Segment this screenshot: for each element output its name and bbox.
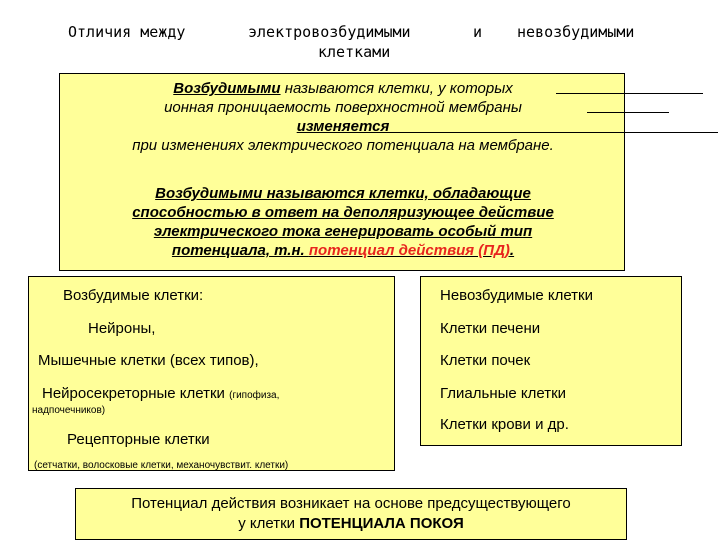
resting-potential-term: ПОТЕНЦИАЛА ПОКОЯ <box>299 515 464 532</box>
action-potential-highlight: потенциал действия (ПД) <box>308 242 510 259</box>
definition2-line4 <box>60 241 626 260</box>
nonexcitable-cells-box <box>420 276 682 446</box>
definition1-line3 <box>60 117 626 136</box>
definition1-line1 <box>60 79 626 98</box>
excitable-item: Рецепторные клетки <box>67 431 210 448</box>
definition1-line2: ионная проницаемость поверхностной мембраны <box>164 99 522 116</box>
nonexcitable-item: Глиальные клетки <box>440 385 567 402</box>
definition1-line4: при изменениях электрического потенциала на мембране. <box>132 137 554 154</box>
excitable-header: Возбудимые клетки: <box>63 287 204 304</box>
conclusion-line2 <box>76 514 626 534</box>
conclusion-box <box>75 488 627 540</box>
definition2-line4-suffix: . <box>509 242 515 259</box>
definitions-box <box>59 73 625 271</box>
definition2-line3 <box>60 222 626 241</box>
conclusion-line1: Потенциал действия возникает на основе предсуществующего <box>131 495 571 512</box>
title-part-2-line2: клетками <box>318 43 391 61</box>
excitable-item-note: (сетчатки, волосковые клетки, механочувствит. клетки) <box>34 460 289 471</box>
title-part-4: невозбудимыми <box>517 23 635 41</box>
excitable-item-note: (гипофиза, <box>229 390 280 401</box>
conclusion-line2-prefix: у клетки <box>238 515 300 532</box>
excitable-item: Нейроны, <box>88 320 156 337</box>
definition1-keyword: изменяется <box>296 118 390 135</box>
title-part-2: электровозбудимыми <box>248 23 411 41</box>
nonexcitable-item: Клетки крови и др. <box>440 416 569 433</box>
nonexcitable-item: Клетки почек <box>440 352 531 369</box>
excitable-item-text: Нейросекреторные клетки <box>42 385 225 402</box>
definition1-line1-rest: называются клетки, у которых <box>280 80 513 97</box>
definition2-line2-text: способностью в ответ на деполяризующее действие <box>132 204 554 221</box>
excitable-item: Мышечные клетки (всех типов), <box>38 352 259 369</box>
excitable-item-note: надпочечников) <box>32 405 106 416</box>
definition1-term: Возбудимыми <box>173 80 281 97</box>
nonexcitable-item: Клетки печени <box>440 320 541 337</box>
definition2-line4-prefix: потенциала, т.н. <box>171 242 309 259</box>
title-part-1: Отличия между <box>68 23 186 41</box>
fill-in-line <box>587 112 669 113</box>
excitable-item <box>42 384 279 404</box>
excitable-cells-box <box>28 276 395 471</box>
fill-in-line <box>556 93 703 94</box>
definition2-line2 <box>60 203 626 222</box>
fill-in-line <box>380 132 718 133</box>
title-part-3: и <box>473 23 483 41</box>
nonexcitable-header: Невозбудимые клетки <box>440 287 593 304</box>
definition2-line1-text: Возбудимыми называются клетки, обладающие <box>155 185 531 202</box>
definition2-line3-text: электрического тока генерировать особый тип <box>153 223 533 240</box>
definition2-line1 <box>60 184 626 203</box>
